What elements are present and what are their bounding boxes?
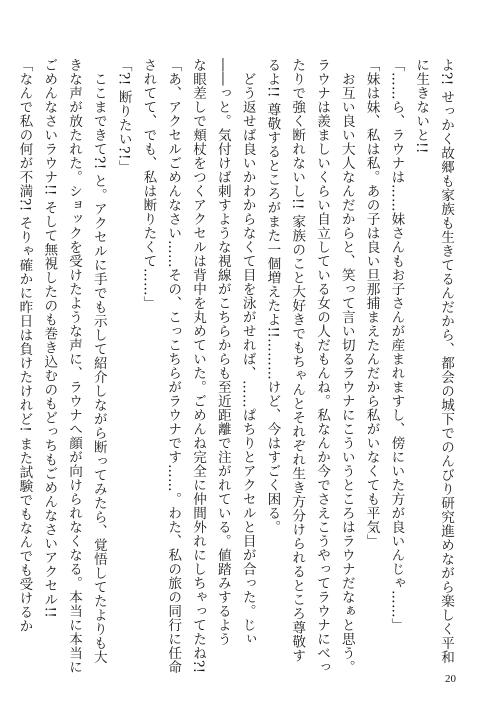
page-number: 20: [445, 673, 456, 685]
vertical-text-block: [12, 58, 458, 674]
text-line: お互い良い大人なんだからと、笑って言い切るラウナにこういうところはラウナだなぁと思う。: [338, 58, 355, 674]
text-line: ここまできて?! と。アクセルに手でも示して紹介しながら断ってみたら、覚悟してたよりも大: [90, 58, 107, 665]
text-line: 「妹は妹、私は私。あの子は良い旦那捕まえたんだから私がいなくても平気」: [363, 58, 380, 548]
text-line: どう返せば良いかわからなくて目を泳がせれば、……ぱちりとアクセルと目が合った。じぃ: [239, 58, 256, 646]
text-line: たりで強く断れないし!! 家族のこと大好きでもちゃんとそれぞれ生き方分けられるところ尊敬す: [289, 58, 306, 663]
text-line: よ?! せっかく故郷も家族も生きてるんだから、都会の城下でのんびり研究進めながら楽しく平和: [438, 58, 454, 665]
text-line: るよ!! 尊敬するところがまた一個増えたよ!!………けど、今はすごく困る。: [264, 58, 281, 535]
text-line: ――っと。気付けば刺すような視線がこちらからも至近距離で注がれている。値踏みするよう: [214, 58, 231, 646]
text-line: 「あ、アクセルごめんなさい……その、こっこちらがラウナです……。わた、私の旅の同行に任命: [165, 58, 182, 674]
text-line: な眼差しで頬杖をつくアクセルは背中を丸めていた。ごめんね完全に仲間外れにしちゃってたね?!: [190, 58, 207, 674]
text-line: されてて、でも、私は断りたくて……」: [140, 58, 157, 310]
text-line: に生きないと!!: [413, 58, 430, 154]
text-line: きな声が放たれた。ショックを受けたような声に、ラウナへ顔が向けられなくなる。本当に本当に: [66, 58, 83, 674]
text-line: ごめんなさいラウナ!! そして無視したのも巻き込むのもどっちもごめんなさいアクセル!!: [41, 58, 58, 619]
text-line: 「?! 断りたい?!」: [115, 58, 132, 174]
text-line: ラウナは羨ましいくらい自立している女の人だもんね。私なんか今でさえこうやってラウナにべっ: [314, 58, 331, 674]
text-line: 「なんで私の何が不満?! そりゃ確かに昨日は負けたけれど! また試験でもなんでも受けるか: [16, 58, 33, 633]
text-line: 「……ら、ラウナは……妹さんもお子さんが産まれますし、傍にいた方が良いんじゃ……」: [388, 58, 405, 632]
